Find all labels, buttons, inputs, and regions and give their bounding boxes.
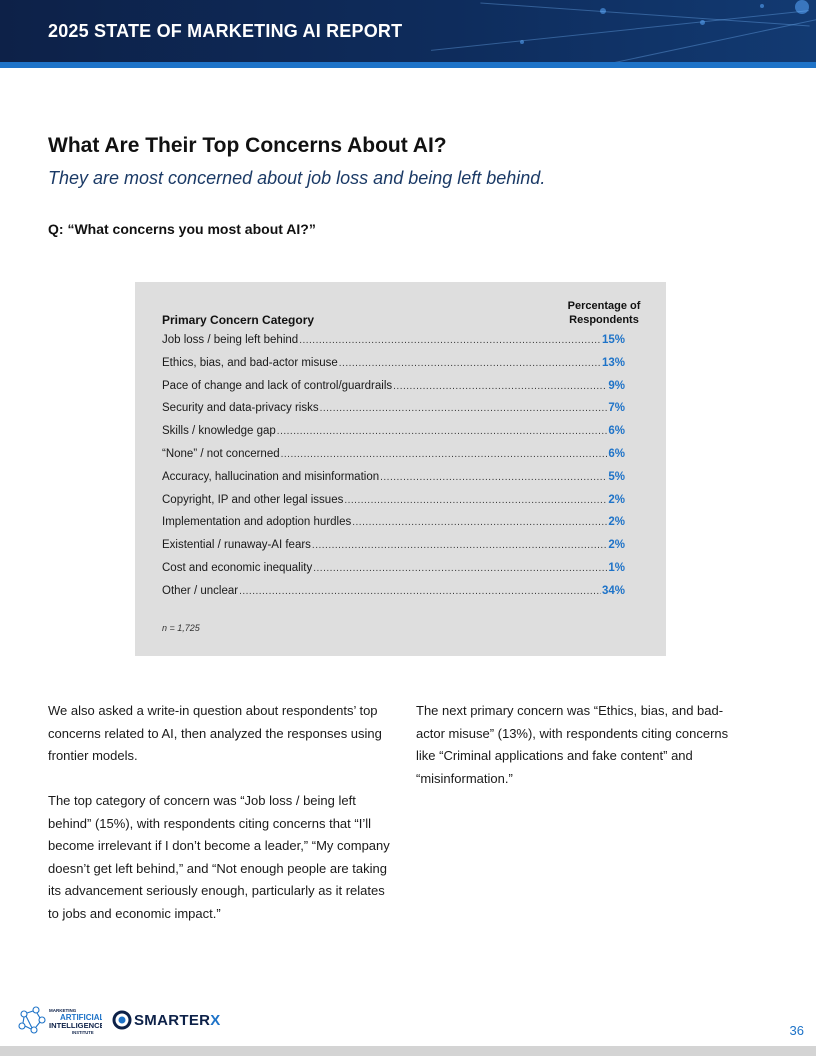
table-row xyxy=(162,471,625,494)
body-column-right xyxy=(416,700,746,813)
footer-band xyxy=(0,1046,816,1056)
column-header-category: Primary Concern Category xyxy=(162,313,315,327)
table-row xyxy=(162,585,625,608)
table-row xyxy=(162,334,625,357)
row-percent: 7% xyxy=(608,402,625,415)
table-row xyxy=(162,562,625,585)
dot-leader xyxy=(393,381,607,392)
brain-circuit-icon xyxy=(16,1004,102,1038)
table-row xyxy=(162,516,625,539)
mai-logo-line1: MARKETING xyxy=(49,1008,77,1013)
mai-logo xyxy=(16,1004,102,1038)
row-category: Security and data-privacy risks xyxy=(162,402,319,415)
decorative-dot xyxy=(760,4,764,8)
row-percent: 2% xyxy=(608,539,625,552)
row-percent: 1% xyxy=(608,561,625,574)
dot-leader xyxy=(281,449,608,460)
row-percent: 6% xyxy=(608,425,625,438)
page-title: What Are Their Top Concerns About AI? xyxy=(48,134,447,157)
survey-question: Q: “What concerns you most about AI?” xyxy=(48,221,316,237)
dot-leader xyxy=(344,495,607,506)
row-category: Existential / runaway-AI fears xyxy=(162,539,311,552)
mai-logo-line3: INTELLIGENCE xyxy=(49,1021,102,1030)
column-header-percentage: Percentage of Respondents xyxy=(567,300,641,326)
table-rows xyxy=(162,334,625,608)
row-percent: 34% xyxy=(601,584,625,597)
mai-logo-line2: ARTIFICIAL xyxy=(60,1013,102,1022)
table-row xyxy=(162,402,625,425)
row-category: Accuracy, hallucination and misinformation xyxy=(162,470,380,483)
row-category: Job loss / being left behind xyxy=(162,334,299,346)
body-paragraph: The top category of concern was “Job loss / being left behind” (15%), with respondents citing concerns that “I’ll become irrelevant if I don’t become a leader,” “My company doesn’t get left behind,” and “Not enough people are taking its advancement seriously enough, particularly as it relates to jobs and economic impact.” xyxy=(48,793,390,921)
dot-leader xyxy=(380,472,607,483)
smarterx-o-icon xyxy=(112,1010,132,1030)
row-percent: 2% xyxy=(608,516,625,529)
row-category: Pace of change and lack of control/guardrails xyxy=(162,379,393,392)
row-category: Skills / knowledge gap xyxy=(162,425,276,438)
mai-logo-line4: INSTITUTE xyxy=(72,1030,94,1035)
table-row xyxy=(162,539,625,562)
dot-leader xyxy=(339,358,601,369)
decorative-line xyxy=(431,10,809,51)
page-subtitle: They are most concerned about job loss and being left behind. xyxy=(48,168,546,188)
table-row xyxy=(162,425,625,448)
row-category: “None” / not concerned xyxy=(162,447,280,460)
row-percent: 13% xyxy=(601,356,625,369)
dot-leader xyxy=(299,335,601,346)
body-paragraph: The next primary concern was “Ethics, bias, and bad-actor misuse” (13%), with respondents citing concerns like “Criminal applications and fake content” and “misinformation.” xyxy=(416,703,729,786)
table-row xyxy=(162,380,625,403)
dot-leader xyxy=(352,517,607,528)
table-row xyxy=(162,357,625,380)
row-category: Ethics, bias, and bad-actor misuse xyxy=(162,356,338,369)
row-category: Implementation and adoption hurdles xyxy=(162,516,352,529)
row-category: Other / unclear xyxy=(162,584,239,597)
body-column-left xyxy=(48,700,393,948)
dot-leader xyxy=(313,563,607,574)
page-number: 36 xyxy=(789,1023,804,1038)
row-category: Cost and economic inequality xyxy=(162,561,313,574)
smarterx-logo xyxy=(112,1010,221,1030)
row-percent: 5% xyxy=(608,470,625,483)
body-paragraph: We also asked a write-in question about respondents’ top concerns related to AI, then analyzed the responses using frontier models. xyxy=(48,703,382,763)
dot-leader xyxy=(239,586,601,597)
sample-size-note: n = 1,725 xyxy=(162,623,200,633)
table-row xyxy=(162,448,625,471)
row-percent: 2% xyxy=(608,493,625,506)
row-percent: 6% xyxy=(608,447,625,460)
dot-leader xyxy=(277,426,608,437)
decorative-line xyxy=(563,19,816,62)
row-category: Copyright, IP and other legal issues xyxy=(162,493,344,506)
row-percent: 15% xyxy=(601,334,625,346)
header-stripe xyxy=(0,62,816,68)
dot-leader xyxy=(320,403,608,414)
concerns-table xyxy=(135,282,666,656)
report-title: 2025 STATE OF MARKETING AI REPORT xyxy=(48,21,403,41)
table-row xyxy=(162,494,625,517)
dot-leader xyxy=(312,540,607,551)
smarterx-wordmark: SMARTERX xyxy=(134,1011,221,1029)
header-band xyxy=(0,0,816,62)
row-percent: 9% xyxy=(608,379,625,392)
